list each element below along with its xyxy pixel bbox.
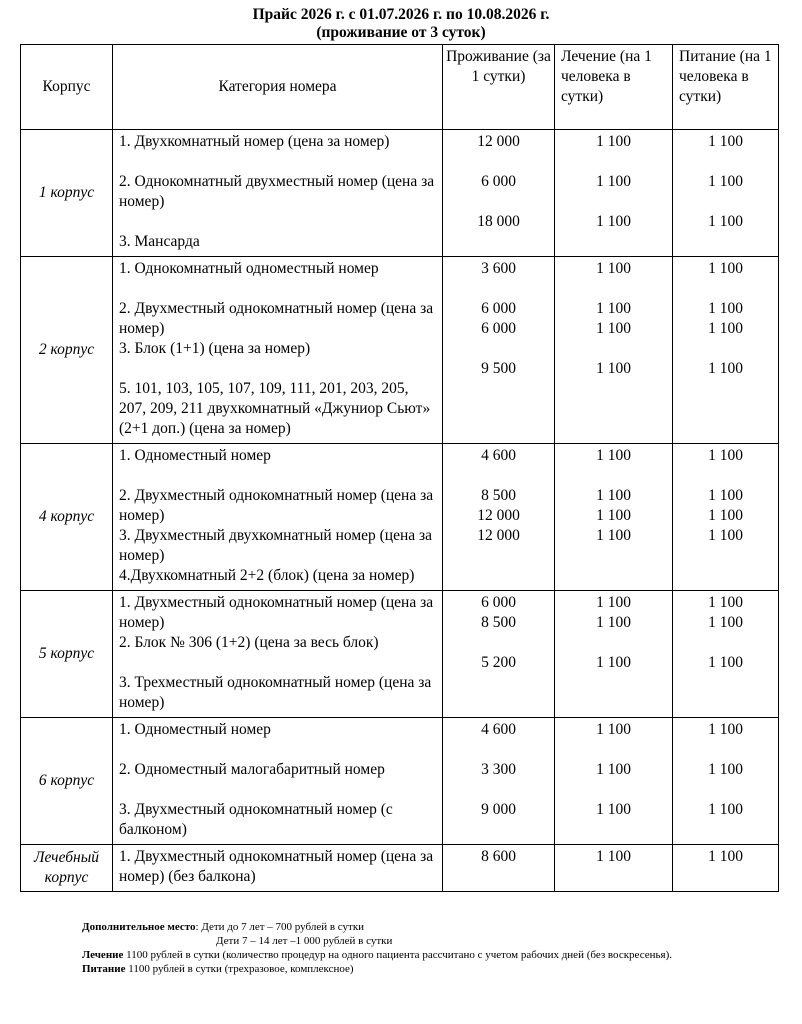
category-cell — [113, 591, 443, 718]
row-spacer — [443, 339, 554, 359]
food-price: 1 100 — [708, 447, 743, 464]
treatment-price: 1 100 — [596, 594, 631, 611]
stay-cell — [443, 845, 555, 892]
row-spacer — [113, 279, 442, 299]
header-category: Категория номера — [113, 45, 443, 130]
treatment-price: 1 100 — [596, 487, 631, 504]
row-spacer — [555, 633, 672, 653]
food-price: 1 100 — [708, 300, 743, 317]
food-price: 1 100 — [708, 801, 743, 818]
treatment-price: 1 100 — [596, 320, 631, 337]
row-spacer — [555, 152, 672, 172]
treatment-price: 1 100 — [596, 761, 631, 778]
stay-price: 18 000 — [477, 213, 520, 230]
treatment-price: 1 100 — [596, 360, 631, 377]
row-spacer — [673, 780, 778, 800]
food-price: 1 100 — [708, 260, 743, 277]
row-spacer — [443, 633, 554, 653]
treatment-price: 1 100 — [596, 527, 631, 544]
note-extra-line-2: Дети 7 – 14 лет –1 000 рублей в сутки — [216, 935, 393, 947]
note-food-text: 1100 рублей в сутки (трехразовое, комплексное) — [125, 963, 354, 975]
row-spacer — [113, 359, 442, 379]
category-item: 1. Двухместный однокомнатный номер (цена за номер) (без балкона) — [119, 848, 434, 885]
category-item: 3. Трехместный однокомнатный номер (цена за номер) — [119, 674, 432, 711]
row-spacer — [673, 192, 778, 212]
treatment-cell — [555, 257, 673, 444]
stay-cell — [443, 257, 555, 444]
row-spacer — [443, 192, 554, 212]
category-item: 1. Двухместный однокомнатный номер (цена за номер) — [119, 594, 434, 631]
food-price: 1 100 — [708, 721, 743, 738]
note-treatment-label: Лечение — [82, 949, 124, 961]
row-spacer — [443, 740, 554, 760]
treatment-cell — [555, 718, 673, 845]
treatment-price: 1 100 — [596, 260, 631, 277]
treatment-price: 1 100 — [596, 300, 631, 317]
stay-price: 8 500 — [481, 614, 516, 631]
treatment-price: 1 100 — [596, 447, 631, 464]
treatment-price: 1 100 — [596, 133, 631, 150]
stay-price: 9 500 — [481, 360, 516, 377]
row-spacer — [113, 740, 442, 760]
food-cell — [673, 257, 779, 444]
stay-price: 9 000 — [481, 801, 516, 818]
category-cell — [113, 130, 443, 257]
category-cell — [113, 845, 443, 892]
stay-price: 8 600 — [481, 848, 516, 865]
food-price: 1 100 — [708, 761, 743, 778]
row-spacer — [673, 740, 778, 760]
row-spacer — [555, 339, 672, 359]
stay-cell — [443, 444, 555, 591]
category-item: 1. Однокомнатный одноместный номер — [119, 260, 379, 277]
category-item: 2. Блок № 306 (1+2) (цена за весь блок) — [119, 634, 379, 651]
row-spacer — [555, 740, 672, 760]
food-price: 1 100 — [708, 133, 743, 150]
stay-price: 12 000 — [477, 133, 520, 150]
treatment-cell — [555, 444, 673, 591]
category-cell — [113, 257, 443, 444]
food-price: 1 100 — [708, 594, 743, 611]
food-price: 1 100 — [708, 527, 743, 544]
title-line-2: (проживание от 3 суток) — [316, 24, 486, 41]
treatment-price: 1 100 — [596, 721, 631, 738]
treatment-price: 1 100 — [596, 801, 631, 818]
treatment-price: 1 100 — [596, 507, 631, 524]
stay-price: 8 500 — [481, 487, 516, 504]
treatment-price: 1 100 — [596, 614, 631, 631]
title-line-1: Прайс 2026 г. с 01.07.2026 г. по 10.08.2026 г. — [252, 6, 550, 23]
treatment-price: 1 100 — [596, 213, 631, 230]
category-item: 2. Одноместный малогабаритный номер — [119, 761, 385, 778]
stay-cell — [443, 718, 555, 845]
row-spacer — [113, 653, 442, 673]
table-row — [21, 591, 779, 718]
category-item: 3. Мансарда — [119, 233, 200, 250]
row-spacer — [443, 780, 554, 800]
stay-price: 3 300 — [481, 761, 516, 778]
row-spacer — [673, 466, 778, 486]
notes-block — [82, 920, 762, 976]
korpus-name: 5 корпус — [21, 591, 113, 718]
stay-price: 6 000 — [481, 594, 516, 611]
price-title — [0, 6, 802, 42]
note-food-label: Питание — [82, 963, 126, 975]
row-spacer — [673, 152, 778, 172]
stay-price: 6 000 — [481, 320, 516, 337]
row-spacer — [113, 466, 442, 486]
category-item: 3. Двухместный двухкомнатный номер (цена за номер) — [119, 527, 433, 564]
stay-price: 6 000 — [481, 173, 516, 190]
row-spacer — [673, 633, 778, 653]
header-treatment: Лечение (на 1 человека в сутки) — [555, 45, 673, 130]
food-cell — [673, 718, 779, 845]
note-food — [82, 962, 762, 976]
table-body — [21, 130, 779, 892]
food-price: 1 100 — [708, 320, 743, 337]
category-item: 2. Двухместный однокомнатный номер (цена за номер) — [119, 487, 434, 524]
category-cell — [113, 444, 443, 591]
stay-cell — [443, 591, 555, 718]
row-spacer — [113, 780, 442, 800]
food-cell — [673, 444, 779, 591]
food-cell — [673, 591, 779, 718]
korpus-name: 4 корпус — [21, 444, 113, 591]
treatment-price: 1 100 — [596, 848, 631, 865]
stay-price: 12 000 — [477, 507, 520, 524]
stay-price: 4 600 — [481, 721, 516, 738]
stay-price: 4 600 — [481, 447, 516, 464]
row-spacer — [555, 192, 672, 212]
note-extra-line-1: : Дети до 7 лет – 700 рублей в сутки — [195, 921, 365, 933]
header-korpus: Корпус — [21, 45, 113, 130]
category-item: 1. Одноместный номер — [119, 447, 271, 464]
treatment-price: 1 100 — [596, 173, 631, 190]
note-extra-place — [82, 920, 762, 934]
price-table — [20, 44, 779, 892]
note-treatment-text: 1100 рублей в сутки (количество процедур на одного пациента рассчитано с учетом рабочих дней (без воскресенья). — [123, 949, 672, 961]
category-item: 1. Двухкомнатный номер (цена за номер) — [119, 133, 390, 150]
header-food: Питание (на 1 человека в сутки) — [673, 45, 779, 130]
treatment-cell — [555, 591, 673, 718]
row-spacer — [673, 339, 778, 359]
category-item: 2. Двухместный однокомнатный номер (цена за номер) — [119, 300, 434, 337]
note-treatment — [82, 948, 762, 962]
treatment-price: 1 100 — [596, 654, 631, 671]
row-spacer — [113, 212, 442, 232]
table-row — [21, 257, 779, 444]
food-price: 1 100 — [708, 507, 743, 524]
row-spacer — [443, 279, 554, 299]
category-item: 1. Одноместный номер — [119, 721, 271, 738]
treatment-cell — [555, 130, 673, 257]
row-spacer — [555, 279, 672, 299]
row-spacer — [555, 466, 672, 486]
row-spacer — [443, 152, 554, 172]
treatment-cell — [555, 845, 673, 892]
korpus-name: 2 корпус — [21, 257, 113, 444]
table-row — [21, 718, 779, 845]
food-cell — [673, 845, 779, 892]
table-row — [21, 130, 779, 257]
row-spacer — [555, 780, 672, 800]
category-item: 5. 101, 103, 105, 107, 109, 111, 201, 203, 205, 207, 209, 211 двухкомнатный «Джуниор Сьют» (2+1 доп.) (цена за номер) — [119, 380, 431, 437]
food-price: 1 100 — [708, 213, 743, 230]
row-spacer — [113, 152, 442, 172]
food-price: 1 100 — [708, 487, 743, 504]
category-item: 3. Блок (1+1) (цена за номер) — [119, 340, 311, 357]
food-cell — [673, 130, 779, 257]
category-cell — [113, 718, 443, 845]
note-extra-label: Дополнительное место — [82, 921, 196, 933]
table-row — [21, 444, 779, 591]
food-price: 1 100 — [708, 654, 743, 671]
stay-cell — [443, 130, 555, 257]
row-spacer — [443, 466, 554, 486]
category-item: 4.Двухкомнатный 2+2 (блок) (цена за номер) — [119, 567, 415, 584]
food-price: 1 100 — [708, 173, 743, 190]
header-stay: Проживание (за 1 сутки) — [443, 45, 555, 130]
stay-price: 5 200 — [481, 654, 516, 671]
korpus-name: 6 корпус — [21, 718, 113, 845]
stay-price: 3 600 — [481, 260, 516, 277]
stay-price: 12 000 — [477, 527, 520, 544]
korpus-name: 1 корпус — [21, 130, 113, 257]
korpus-name: Лечебный корпус — [21, 845, 113, 892]
food-price: 1 100 — [708, 614, 743, 631]
stay-price: 6 000 — [481, 300, 516, 317]
table-header-row — [21, 45, 779, 130]
category-item: 3. Двухместный однокомнатный номер (с балконом) — [119, 801, 393, 838]
category-item: 2. Однокомнатный двухместный номер (цена за номер) — [119, 173, 435, 210]
food-price: 1 100 — [708, 848, 743, 865]
table-row — [21, 845, 779, 892]
food-price: 1 100 — [708, 360, 743, 377]
row-spacer — [673, 279, 778, 299]
